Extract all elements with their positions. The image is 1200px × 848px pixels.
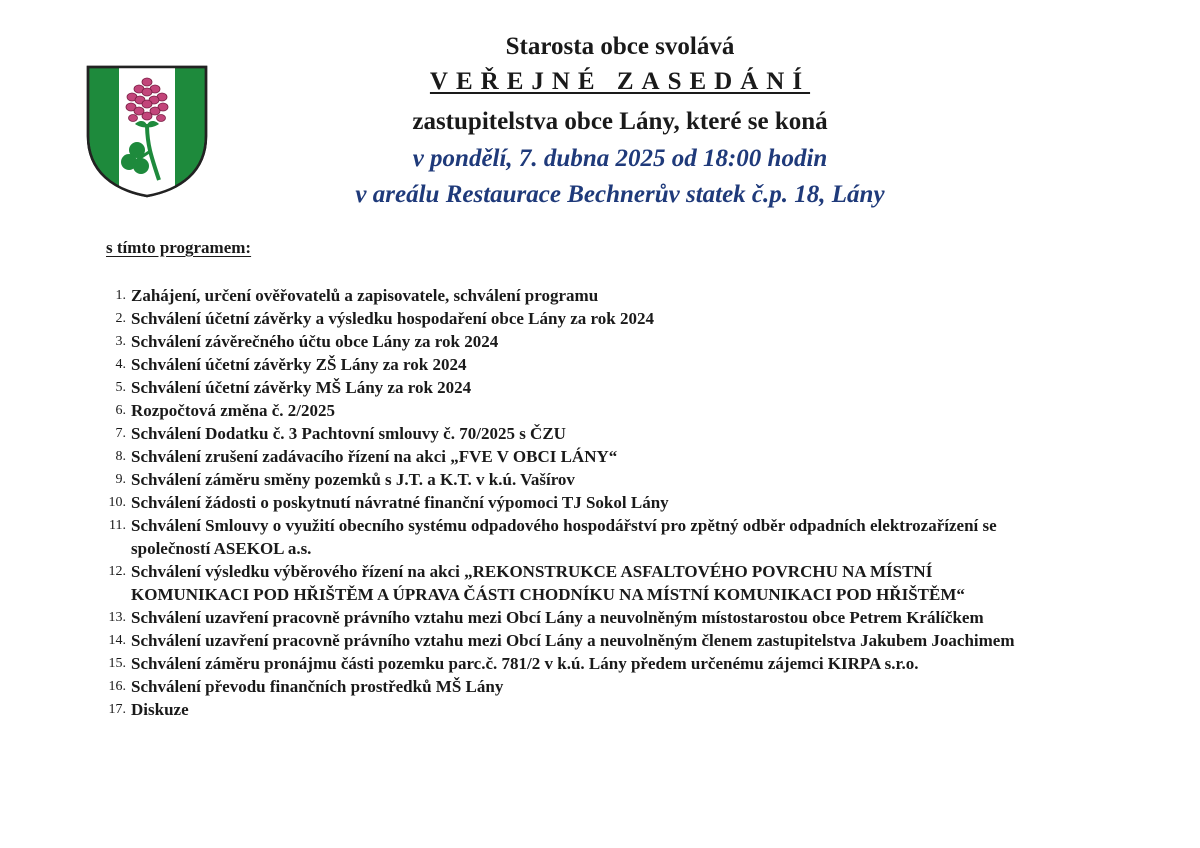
agenda-item-text: Schválení závěrečného účtu obce Lány za rok 2024 xyxy=(131,332,499,351)
agenda-list xyxy=(0,284,1200,721)
agenda-item xyxy=(0,284,1031,307)
header-line-date: v pondělí, 7. dubna 2025 od 18:00 hodin xyxy=(412,145,828,172)
agenda-item-number: 8. xyxy=(115,449,126,464)
agenda-item-number: 13. xyxy=(108,610,126,625)
agenda-item-text: Schválení účetní závěrky MŠ Lány za rok 2024 xyxy=(131,378,472,397)
agenda-item-number: 12. xyxy=(108,564,126,579)
agenda-item-number: 6. xyxy=(115,403,126,418)
header-line-council: zastupitelstva obce Lány, které se koná xyxy=(412,108,828,135)
agenda-item-number: 1. xyxy=(115,288,126,303)
agenda-item-text: Schválení zrušení zadávacího řízení na akci „FVE V OBCI LÁNY“ xyxy=(131,447,618,466)
agenda-item xyxy=(0,675,1031,698)
header-line-venue: v areálu Restaurace Bechnerův statek č.p. 18, Lány xyxy=(355,181,885,208)
agenda-item xyxy=(0,422,1031,445)
agenda-item-text: Rozpočtová změna č. 2/2025 xyxy=(131,401,335,420)
agenda-item-text: Schválení žádosti o poskytnutí návratné finanční výpomoci TJ Sokol Lány xyxy=(131,493,669,512)
program-label: s tímto programem: xyxy=(106,238,252,257)
agenda-item-number: 5. xyxy=(115,380,126,395)
agenda-item xyxy=(0,330,1031,353)
agenda-item-number: 14. xyxy=(108,633,126,648)
agenda-item-text: Schválení účetní závěrky ZŠ Lány za rok 2024 xyxy=(131,355,467,374)
agenda-item-text: Schválení Smlouvy o využití obecního systému odpadového hospodářství pro zpětný odběr odpadních elektrozařízení se společností ASEKOL a.s. xyxy=(131,516,997,558)
agenda-item-text: Schválení převodu finančních prostředků MŠ Lány xyxy=(131,677,504,696)
agenda-item-text: Schválení záměru směny pozemků s J.T. a K.T. v k.ú. Vašírov xyxy=(131,470,575,489)
agenda-item-text: Schválení výsledku výběrového řízení na akci „REKONSTRUKCE ASFALTOVÉHO POVRCHU NA MÍSTNÍ KOMUNIKACI POD HŘIŠTĚM A ÚPRAVA ČÁSTI CHODNÍKU NA MÍSTNÍ KOMUNIKACI POD HŘIŠTĚM“ xyxy=(131,562,965,604)
clover-coat-of-arms-icon xyxy=(85,64,209,198)
header-title: VEŘEJNÉ ZASEDÁNÍ xyxy=(429,68,811,95)
agenda-item xyxy=(0,307,1031,330)
agenda-item xyxy=(0,606,1031,629)
header-line-convener: Starosta obce svolává xyxy=(505,33,735,60)
agenda-item-number: 10. xyxy=(108,495,126,510)
agenda-item-text: Schválení záměru pronájmu části pozemku parc.č. 781/2 v k.ú. Lány předem určenému zájemci KIRPA s.r.o. xyxy=(131,654,919,673)
agenda-item-number: 17. xyxy=(108,702,126,717)
agenda-item xyxy=(0,445,1031,468)
agenda-item xyxy=(0,399,1031,422)
agenda-item xyxy=(0,491,1031,514)
agenda-item-number: 15. xyxy=(108,656,126,671)
agenda-item-number: 7. xyxy=(115,426,126,441)
agenda-item-text: Schválení účetní závěrky a výsledku hospodaření obce Lány za rok 2024 xyxy=(131,309,654,328)
agenda-item-number: 11. xyxy=(109,518,126,533)
agenda-item xyxy=(0,353,1031,376)
agenda-item-number: 2. xyxy=(115,311,126,326)
agenda-item xyxy=(0,652,1031,675)
agenda-item-text: Diskuze xyxy=(131,700,189,719)
agenda-item-text: Schválení uzavření pracovně právního vztahu mezi Obcí Lány a neuvolněným místostarostou obce Petrem Králíčkem xyxy=(131,608,984,627)
agenda-item xyxy=(0,629,1031,652)
agenda-item xyxy=(0,560,1031,606)
agenda-item xyxy=(0,514,1031,560)
agenda-item-number: 9. xyxy=(115,472,126,487)
agenda-item xyxy=(0,468,1031,491)
agenda-item-number: 4. xyxy=(115,357,126,372)
agenda-item-number: 16. xyxy=(108,679,126,694)
agenda-item-text: Schválení Dodatku č. 3 Pachtovní smlouvy č. 70/2025 s ČZU xyxy=(131,424,566,443)
agenda-item-text: Zahájení, určení ověřovatelů a zapisovatele, schválení programu xyxy=(131,286,599,305)
agenda-item xyxy=(0,376,1031,399)
agenda-item-number: 3. xyxy=(115,334,126,349)
agenda-item xyxy=(0,698,1031,721)
agenda-item-text: Schválení uzavření pracovně právního vztahu mezi Obcí Lány a neuvolněným členem zastupitelstva Jakubem Joachimem xyxy=(131,631,1015,650)
